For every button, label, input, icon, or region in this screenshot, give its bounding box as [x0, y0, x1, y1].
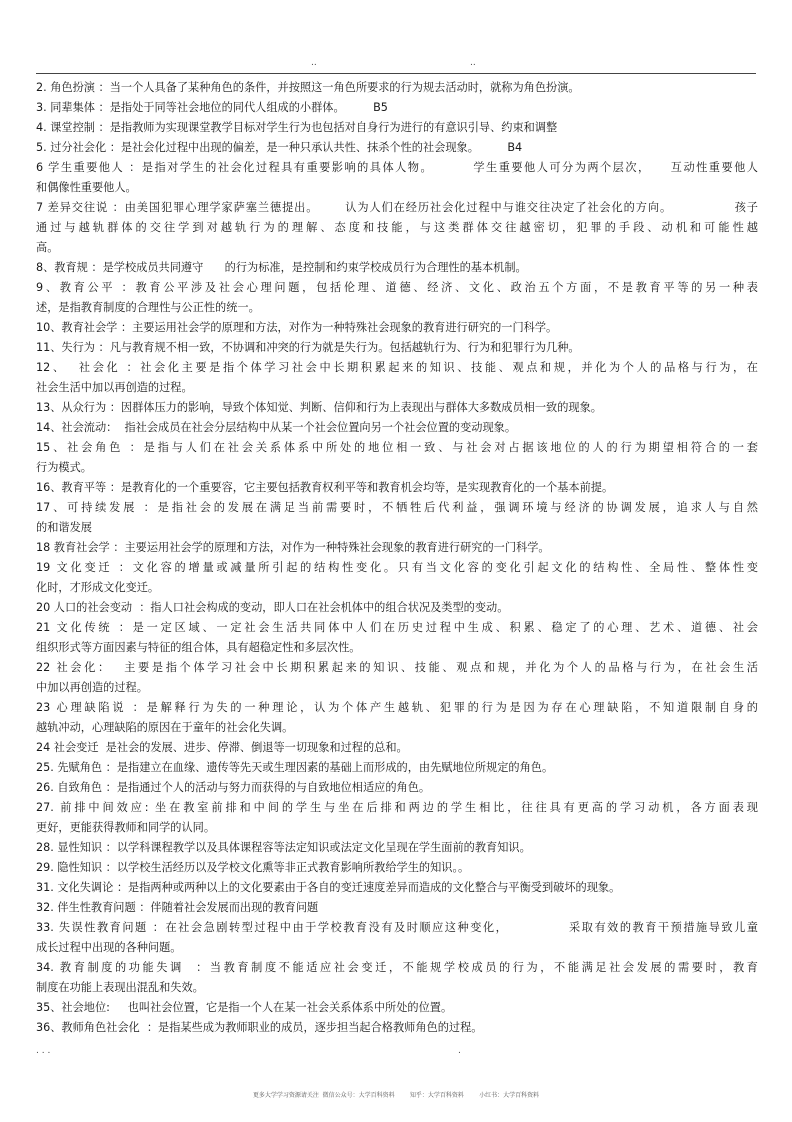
term-entry-line: 13、从众行为 ：因群体压力的影响，导致个体知觉、判断、信仰和行为上表现出与群体大多数成员相一致的现象。 — [36, 401, 602, 414]
term-entry-line: 制度在功能上表现出混乱和失效。 — [36, 981, 204, 994]
term-entry-line: 20 人口的社会变动 ：指人口社会构成的变动，即人口在社会机体中的组合状况及类型的变动。 — [36, 601, 509, 614]
term-entry — [36, 438, 758, 478]
term-entry-line: 10、教育社会学 ：主要运用社会学的原理和方法，对作为一种特殊社会现象的教育进行研究的一门科学。 — [36, 321, 558, 334]
term-entry-line: 的和谐发展 — [36, 521, 92, 534]
term-entry-line: 中加以再创造的过程。 — [36, 681, 148, 694]
term-entry — [36, 778, 758, 798]
term-entry — [36, 118, 758, 138]
term-entry-line: 26. 自致角色 ：是指通过个人的活动与努力而获得的与自致地位相适应的角色。 — [36, 781, 431, 794]
term-entry — [36, 538, 758, 558]
term-entry — [36, 618, 758, 658]
term-entry — [36, 78, 758, 98]
term-entry — [36, 418, 758, 438]
term-entry — [36, 958, 758, 998]
term-entry — [36, 998, 758, 1018]
term-entry — [36, 598, 758, 618]
term-entry — [36, 498, 758, 538]
term-entry-line: 4. 课堂控制 ：是指教师为实现课堂教学目标对学生行为也包括对自身行为进行的有意识引导、约束和调整 — [36, 121, 558, 134]
document-body — [36, 78, 758, 1038]
term-entry — [36, 838, 758, 858]
term-entry-line: 34. 教育制度的功能失调 ：当教育制度不能适应社会变迁，不能规学校成员的行为，不能满足社会发展的需要时，教育 — [36, 961, 758, 974]
term-entry-line: 行为模式。 — [36, 461, 92, 474]
term-entry-line: 7 差异交往说 ：由美国犯罪心理学家萨塞兰德提出。 认为人们在经历社会化过程中与谁交往决定了社会化的方向。 孩子 — [36, 201, 758, 214]
term-entry-line: 17、可持续发展 ：是指社会的发展在满足当前需要时，不牺牲后代利益，强调环境与经济的协调发展，追求人与自然 — [36, 501, 758, 514]
header-dots-left: .. — [311, 58, 317, 68]
header-dots-right: .. — [470, 58, 476, 68]
term-entry-line: 9、教育公平 ：教育公平涉及社会心理问题，包括伦理、道德、经济、文化、政治五个方面，不是教育平等的另一种表 — [36, 281, 758, 294]
term-entry — [36, 738, 758, 758]
term-entry-line: 15、社会角色 ：是指与人们在社会关系体系中所处的地位相一致、与社会对占据该地位的人的行为期望相符合的一套 — [36, 441, 758, 454]
term-entry — [36, 158, 758, 198]
term-entry — [36, 1018, 758, 1038]
bottom-dots-right: . — [458, 1046, 461, 1056]
term-entry-line: 5. 过分社会化 ：是社会化过程中出现的偏差，是一种只承认共性、抹杀个性的社会现象。 B4 — [36, 141, 523, 154]
term-entry — [36, 478, 758, 498]
term-entry-line: 29. 隐性知识 ：以学校生活经历以及学校文化熏等非正式教育影响所教给学生的知识。。 — [36, 861, 470, 874]
term-entry — [36, 858, 758, 878]
term-entry-line: 社会生活中加以再创造的过程。 — [36, 381, 193, 394]
footer-note: 更多大学学习资源请关注 微信公众号：大学百科资料 知乎：大学百科资料 小红书：大学百科资料 — [252, 1092, 540, 1099]
term-entry-line: 23 心理缺陷说 ：是解释行为失的一种理论，认为个体产生越轨、犯罪的行为是因为存在心理缺陷，不知道限制自身的 — [36, 701, 758, 714]
term-entry-line: 和偶像性重要他人。 — [36, 181, 137, 194]
term-entry — [36, 258, 758, 278]
term-entry-line: 14、社会流动： 指社会成员在社会分层结构中从某一个社会位置向另一个社会位置的变动现象。 — [36, 421, 517, 434]
term-entry-line: 更好，更能获得教师和同学的认同。 — [36, 821, 216, 834]
term-entry — [36, 798, 758, 838]
term-entry — [36, 398, 758, 418]
term-entry-line: 22 社会化： 主要是指个体学习社会中长期积累起来的知识、技能、观点和规，并化为个人的品格与行为，在社会生活 — [36, 661, 758, 674]
term-entry-line: 33. 失误性教育问题 ：在社会急剧转型过程中由于学校教育没有及时顺应这种变化， 采取有效的教育干预措施导致儿童 — [36, 921, 758, 934]
term-entry-line: 通过与越轨群体的交往学到对越轨行为的理解、态度和技能，与这类群体交往越密切，犯罪的手段、动机和可能性越 — [36, 221, 758, 234]
term-entry-line: 11、失行为 ：凡与教育规不相一致，不协调和冲突的行为就是失行为。包括越轨行为、行为和犯罪行为几种。 — [36, 341, 580, 354]
term-entry-line: 3. 同辈集体 ：是指处于同等社会地位的同代人组成的小群体。 B5 — [36, 101, 388, 114]
term-entry-line: 化时，才形成文化变迁。 — [36, 581, 160, 594]
term-entry — [36, 358, 758, 398]
term-entry-line: 21 文化传统 ：是一定区域、一定社会生活共同体中人们在历史过程中生成、积累、稳定了的心理、艺术、道德、社会 — [36, 621, 758, 634]
term-entry — [36, 558, 758, 598]
term-entry-line: 6 学生重要他人 ：是指对学生的社会化过程具有重要影响的具体人物。 学生重要他人可分为两个层次， 互动性重要他人 — [36, 161, 758, 174]
term-entry-line: 成长过程中出现的各种问题。 — [36, 941, 182, 954]
term-entry — [36, 698, 758, 738]
term-entry-line: 27. 前排中间效应: 坐在教室前排和中间的学生与坐在后排和两边的学生相比，往往具有更高的学习动机，各方面表现 — [36, 801, 758, 814]
term-entry — [36, 278, 758, 318]
term-entry-line: 28. 显性知识 ：以学科课程教学以及具体课程容等法定知识或法定文化呈现在学生面前的教育知识。 — [36, 841, 531, 854]
term-entry — [36, 898, 758, 918]
term-entry — [36, 758, 758, 778]
term-entry-line: 36、教师角色社会化 ：是指某些成为教师职业的成员，逐步担当起合格教师角色的过程。 — [36, 1021, 483, 1034]
term-entry-line: 述，是指教育制度的合理性与公正性的统一。 — [36, 301, 260, 314]
term-entry-line: 24 社会变迁 是社会的发展、进步、停滞、倒退等一切现象和过程的总和。 — [36, 741, 408, 754]
term-entry-line: 8、教育规 ：是学校成员共同遵守 的行为标准，是控制和约束学校成员行为合理性的基本机制。 — [36, 261, 527, 274]
term-entry — [36, 918, 758, 958]
term-entry — [36, 198, 758, 258]
term-entry-line: 越轨冲动，心理缺陷的原因在于童年的社会化失调。 — [36, 721, 294, 734]
term-entry-line: 组织形式等方面因素与特征的组合体，具有超稳定性和多层次性。 — [36, 641, 361, 654]
term-entry-line: 19 文化变迁 ：文化容的增量或减量所引起的结构性变化。只有当文化容的变化引起文化的结构性、全局性、整体性变 — [36, 561, 758, 574]
term-entry-line: 25. 先赋角色 ：是指建立在血缘、遗传等先天或生理因素的基础上而形成的，由先赋地位所规定的角色。 — [36, 761, 554, 774]
header-rule — [36, 73, 756, 74]
term-entry — [36, 338, 758, 358]
bottom-dots-left: . . . — [36, 1046, 51, 1056]
term-entry-line: 32. 伴生性教育问题 ：伴随着社会发展而出现的教育问题 — [36, 901, 319, 914]
term-entry-line: 12、 社会化 ：社会化主要是指个体学习社会中长期积累起来的知识、技能、观点和规，并化为个人的品格与行为，在 — [36, 361, 758, 374]
term-entry-line: 2. 角色扮演 ：当一个人具备了某种角色的条件，并按照这一角色所要求的行为规去活动时，就称为角色扮演。 — [36, 81, 580, 94]
term-entry — [36, 878, 758, 898]
term-entry — [36, 138, 758, 158]
term-entry-line: 高。 — [36, 241, 59, 254]
term-entry — [36, 658, 758, 698]
term-entry — [36, 318, 758, 338]
term-entry — [36, 98, 758, 118]
term-entry-line: 31. 文化失调论 ：是指两种或两种以上的文化要素由于各自的变迁速度差异而造成的文化整合与平衡受到破坏的现象。 — [36, 881, 621, 894]
term-entry-line: 18 教育社会学 ：主要运用社会学的原理和方法，对作为一种特殊社会现象的教育进行研究的一门科学。 — [36, 541, 550, 554]
term-entry-line: 16、教育平等 ：是教育化的一个重要容，它主要包括教育权利平等和教育机会均等，是实现教育化的一个基本前提。 — [36, 481, 614, 494]
term-entry-line: 35、社会地位: 也叫社会位置，它是指一个人在某一社会关系体系中所处的位置。 — [36, 1001, 453, 1014]
